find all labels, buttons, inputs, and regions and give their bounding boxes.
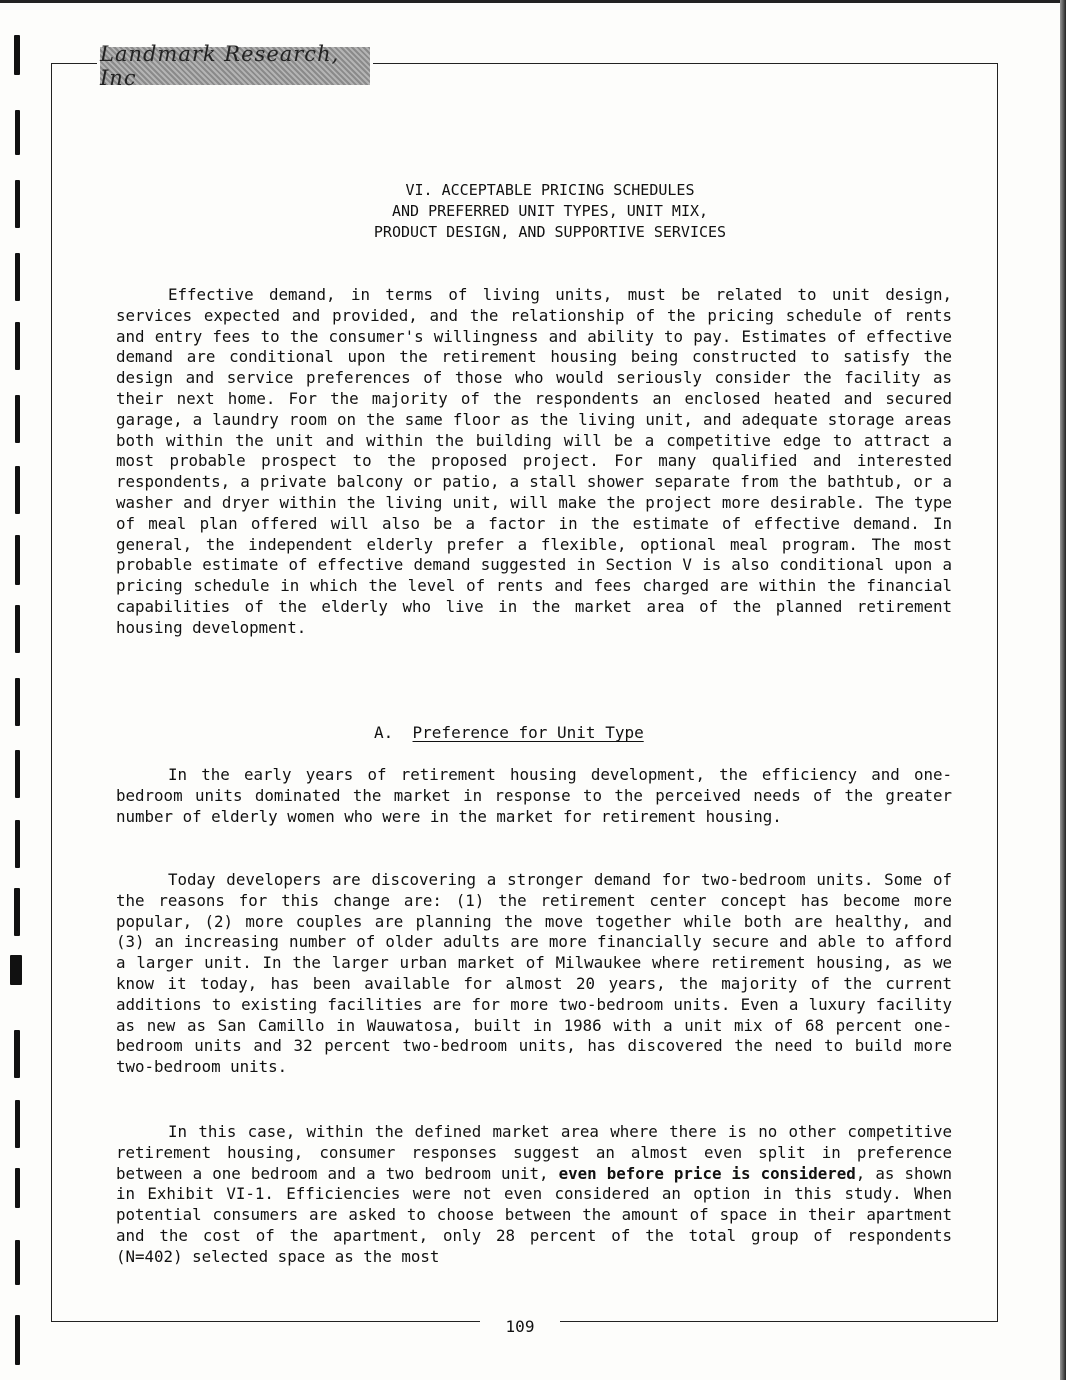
binding-mark bbox=[15, 395, 20, 443]
binding-mark bbox=[10, 955, 22, 985]
case-paragraph-block bbox=[116, 1122, 952, 1268]
page-right-edge bbox=[1060, 0, 1066, 1380]
subsection-letter: A. bbox=[374, 723, 394, 742]
binding-mark bbox=[15, 750, 20, 798]
binding-mark bbox=[15, 1315, 20, 1365]
binding-mark bbox=[15, 678, 20, 726]
heading-line: VI. ACCEPTABLE PRICING SCHEDULES bbox=[405, 181, 695, 199]
today-paragraph: Today developers are discovering a stronger demand for two-bedroom units. Some of the reasons for this change are: (1) the retirement center concept has become more popular, (2) more couples are planning the move together while both are healthy, and (3) an increasing number of older adults are more financially secure and able to afford a larger unit. In the larger urban market of Milwaukee where retirement housing, as we know it today, has been available for almost 20 years, the majority of the current additions to existing facilities are for more two-bedroom units. Even a luxury facility as new as San Camillo in Wauwatosa, built in 1986 with a unit mix of 68 percent one-bedroom units and 32 percent two-bedroom units, has discovered the need to build more two-bedroom units. bbox=[116, 870, 952, 1077]
case-text-bold: even before price is considered bbox=[558, 1163, 856, 1183]
today-paragraph-block bbox=[116, 870, 952, 1078]
company-logo bbox=[100, 42, 370, 90]
binding-mark bbox=[15, 535, 20, 585]
binding-mark bbox=[15, 466, 20, 514]
intro-paragraph-block bbox=[116, 285, 952, 639]
early-years-paragraph: In the early years of retirement housing development, the efficiency and one-bedroom units dominated the market in response to the perceived needs of the greater number of elderly women who were in the market for retirement housing. bbox=[116, 765, 952, 826]
subsection-title: Preference for Unit Type bbox=[412, 723, 644, 742]
heading-line: AND PREFERRED UNIT TYPES, UNIT MIX, bbox=[391, 202, 709, 220]
binding-mark bbox=[14, 888, 20, 936]
binding-mark bbox=[15, 1240, 20, 1285]
page-number: 109 bbox=[480, 1316, 560, 1338]
binding-mark bbox=[15, 1100, 20, 1148]
case-text-start: In this case, within the defined market area where there is no other competitive retirement housing, consumer responses suggest an almost even split in preference between a one bedroom and a two bedroom unit, bbox=[116, 1122, 952, 1183]
page-top-edge bbox=[0, 0, 1066, 3]
intro-paragraph: Effective demand, in terms of living units, must be related to unit design, services expected and provided, and the relationship of the pricing schedule of rents and entry fees to the consumer's willingness and ability to pay. Estimates of effective demand are conditional upon the retirement housing being constructed to satisfy the design and service preferences of those who would seriously consider the facility as their next home. For the majority of the respondents an enclosed heated and secured garage, a laundry room on the same floor as the living unit, and adequate storage areas both within the unit and within the building will be a competitive edge to attract a most probable prospect to the proposed project. For many qualified and interested respondents, a private balcony or patio, a stall shower separate from the bathtub, or a washer and dryer within the living unit, will make the project more desirable. The type of meal plan offered will also be a factor in the estimate of effective demand. In general, the independent elderly prefer a flexible, optional meal program. The most probable estimate of effective demand suggested in Section V is also conditional upon a pricing schedule in which the level of rents and fees charged are within the financial capabilities of the elderly who live in the market area of the planned retirement housing development. bbox=[116, 285, 952, 637]
logo-text: Landmark Research, Inc bbox=[100, 42, 340, 90]
binding-mark bbox=[15, 1168, 20, 1208]
binding-mark bbox=[15, 110, 20, 155]
binding-mark bbox=[15, 253, 20, 301]
heading-line: PRODUCT DESIGN, AND SUPPORTIVE SERVICES bbox=[373, 223, 727, 241]
case-text-end: , as shown in Exhibit VI-1. Efficiencies were not even considered an option in this study. When potential consumers are asked to choose between the amount of space in their apartment and the cost of the apartment, only 28 percent of the total group of respondents (N=402) selected space as the most bbox=[116, 1163, 953, 1266]
binding-mark bbox=[15, 322, 20, 370]
binding-mark bbox=[14, 1030, 20, 1078]
binding-mark bbox=[14, 35, 20, 75]
binding-mark bbox=[15, 180, 20, 228]
section-heading bbox=[240, 180, 860, 243]
binding-mark bbox=[15, 605, 20, 653]
binding-holes-strip bbox=[0, 0, 40, 1380]
case-paragraph bbox=[116, 1122, 952, 1268]
early-years-paragraph-block bbox=[116, 765, 952, 827]
subsection-heading bbox=[374, 723, 644, 742]
binding-mark bbox=[15, 820, 20, 868]
